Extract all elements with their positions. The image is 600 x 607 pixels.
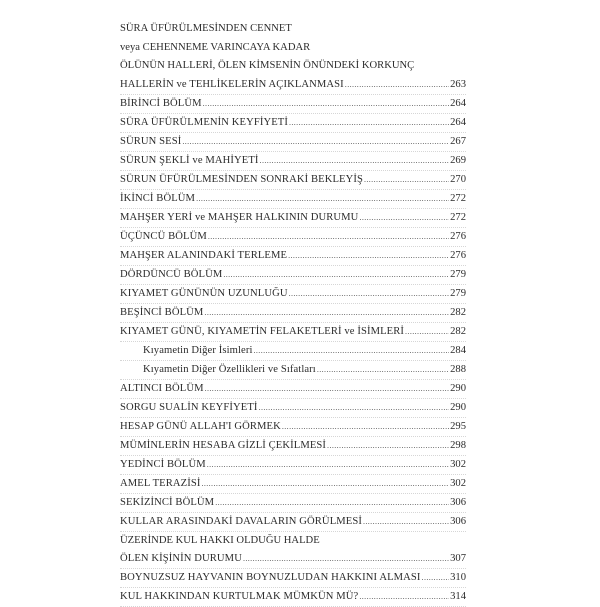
toc-entry (120, 588, 466, 607)
dot-leader (327, 437, 449, 456)
toc-entry-page-number: 298 (450, 439, 466, 451)
toc-entry (120, 190, 466, 209)
toc-entry (120, 247, 466, 266)
toc-entry-page-number: 269 (450, 154, 466, 166)
toc-entry-title: BEŞİNCİ BÖLÜM (120, 306, 204, 318)
toc-entry-title: KIYAMET GÜNÜ, KIYAMETİN FELAKETLERİ ve İSİMLERİ (120, 325, 405, 337)
toc-entry (120, 361, 466, 380)
toc-entry-title: KUL HAKKINDAN KURTULMAK MÜMKÜN MÜ? (120, 591, 359, 603)
toc-entry-page-number: 270 (450, 173, 466, 185)
toc-entry-page-number: 306 (450, 515, 466, 527)
toc-entry-title: ALTINCI BÖLÜM (120, 382, 204, 394)
toc-entry-title: HESAP GÜNÜ ALLAH'I GÖRMEK (120, 420, 281, 432)
toc-entry (120, 380, 466, 399)
toc-entry (120, 285, 466, 304)
toc-entry-title: MAHŞER ALANINDAKİ TERLEME (120, 249, 288, 261)
dot-leader (201, 475, 449, 494)
toc-entry-title: İKİNCİ BÖLÜM (120, 192, 196, 204)
toc-entry-page-number: 290 (450, 382, 466, 394)
toc-entry-title: SÜRUN SESİ (120, 135, 182, 147)
toc-entry-page-number: 267 (450, 135, 466, 147)
dot-leader (289, 114, 449, 133)
toc-entry-title: Kıyametin Diğer İsimleri (143, 344, 253, 356)
toc-entry-page-number: 314 (450, 591, 466, 603)
toc-entry (120, 569, 466, 588)
dot-leader (288, 247, 449, 266)
toc-entry (120, 323, 466, 342)
dot-leader (223, 266, 449, 285)
toc-entry-title: YEDİNCİ BÖLÜM (120, 458, 206, 470)
toc-entry (120, 399, 466, 418)
toc-entry-page-number: 282 (450, 325, 466, 337)
toc-entry-title: SEKİZİNCİ BÖLÜM (120, 496, 215, 508)
toc-entry-page-number: 302 (450, 477, 466, 489)
toc-entry-page-number: 264 (450, 116, 466, 128)
toc-entry (120, 342, 466, 361)
toc-entry-page-number: 264 (450, 97, 466, 109)
toc-entry-title: KIYAMET GÜNÜNÜN UZUNLUĞU (120, 287, 288, 299)
toc-entry (120, 494, 466, 513)
toc-entry (120, 266, 466, 285)
dot-leader (345, 76, 449, 95)
toc-entry-page-number: 307 (450, 553, 466, 565)
dot-leader (203, 95, 449, 114)
toc-entry-page-number: 276 (450, 230, 466, 242)
dot-leader (205, 380, 450, 399)
toc-entry-title: KULLAR ARASINDAKİ DAVALARIN GÖRÜLMESİ (120, 515, 362, 527)
toc-entry-page-number: 290 (450, 401, 466, 413)
dot-leader (215, 494, 449, 513)
dot-leader (259, 399, 450, 418)
toc-heading-line: SÜRA ÜFÜRÜLMESİNDEN CENNET (120, 23, 292, 34)
toc-entry-page-number: 279 (450, 287, 466, 299)
toc-entry-title: ÜÇÜNCÜ BÖLÜM (120, 230, 207, 242)
toc-heading-line: ÜZERİNDE KUL HAKKI OLDUĞU HALDE (120, 534, 320, 546)
toc-entry-title: BOYNUZSUZ HAYVANIN BOYNUZLUDAN HAKKINI ALMASI (120, 572, 421, 584)
toc-entry-title: SORGU SUALİN KEYFİYETİ (120, 401, 258, 413)
toc-entry-page-number: 282 (450, 306, 466, 318)
dot-leader (363, 513, 449, 532)
toc-heading-line: veya CEHENNEME VARINCAYA KADAR (120, 41, 311, 53)
dot-leader (208, 228, 449, 247)
dot-leader (317, 361, 449, 380)
toc-entry-title: AMEL TERAZİSİ (120, 477, 201, 489)
toc-entry-page-number: 310 (450, 572, 466, 584)
table-of-contents (120, 20, 466, 607)
toc-entry-page-number: 295 (450, 420, 466, 432)
toc-entry (120, 152, 466, 171)
dot-leader (282, 418, 449, 437)
toc-entry (120, 171, 466, 190)
toc-entry (120, 513, 466, 532)
toc-entry (120, 550, 466, 569)
toc-entry-page-number: 302 (450, 458, 466, 470)
toc-entry-title: SÜRUN ÜFÜRÜLMESİNDEN SONRAKİ BEKLEYİŞ (120, 173, 363, 185)
toc-entry (120, 133, 466, 152)
dot-leader (359, 209, 449, 228)
toc-entry (120, 114, 466, 133)
toc-entry-page-number: 272 (450, 192, 466, 204)
toc-entry-page-number: 284 (450, 344, 466, 356)
toc-entry-page-number: 276 (450, 249, 466, 261)
toc-entry (120, 304, 466, 323)
dot-leader (204, 304, 449, 323)
toc-entry-title: HALLERİN ve TEHLİKELERİN AÇIKLANMASI (120, 78, 344, 90)
toc-entry-title: SÜRA ÜFÜRÜLMENİN KEYFİYETİ (120, 116, 288, 128)
toc-entry-page-number: 263 (450, 78, 466, 90)
toc-entry (120, 95, 466, 114)
toc-entry-page-number: 279 (450, 268, 466, 280)
toc-entry-title: BİRİNCİ BÖLÜM (120, 97, 202, 109)
dot-leader (422, 569, 450, 588)
toc-entry (120, 209, 466, 228)
toc-entry-page-number: 288 (450, 363, 466, 375)
toc-entry (120, 418, 466, 437)
dot-leader (207, 456, 449, 475)
dot-leader (243, 550, 449, 569)
toc-entry-title: ÖLEN KİŞİNİN DURUMU (120, 553, 242, 565)
toc-entry-page-number: 306 (450, 496, 466, 508)
dot-leader (359, 588, 449, 607)
dot-leader (182, 133, 449, 152)
toc-entry-title: SÜRUN ŞEKLİ ve MAHİYETİ (120, 154, 259, 166)
toc-entry-page-number: 272 (450, 211, 466, 223)
toc-heading-line: ÖLÜNÜN HALLERİ, ÖLEN KİMSENİN ÖNÜNDEKİ KORKUNÇ (120, 60, 415, 72)
toc-entry-title: MÜMİNLERİN HESABA GİZLİ ÇEKİLMESİ (120, 439, 327, 451)
toc-entry-title: MAHŞER YERİ ve MAHŞER HALKININ DURUMU (120, 211, 359, 223)
dot-leader (289, 285, 450, 304)
dot-leader (196, 190, 449, 209)
dot-leader (405, 323, 449, 342)
toc-entry (120, 475, 466, 494)
dot-leader (364, 171, 449, 190)
toc-entry (120, 228, 466, 247)
dot-leader (254, 342, 450, 361)
toc-entry (120, 76, 466, 95)
toc-entry (120, 437, 466, 456)
dot-leader (260, 152, 450, 171)
toc-entry-title: Kıyametin Diğer Özellikleri ve Sıfatları (143, 363, 316, 375)
toc-entry-title: DÖRDÜNCÜ BÖLÜM (120, 268, 223, 280)
toc-entry (120, 456, 466, 475)
